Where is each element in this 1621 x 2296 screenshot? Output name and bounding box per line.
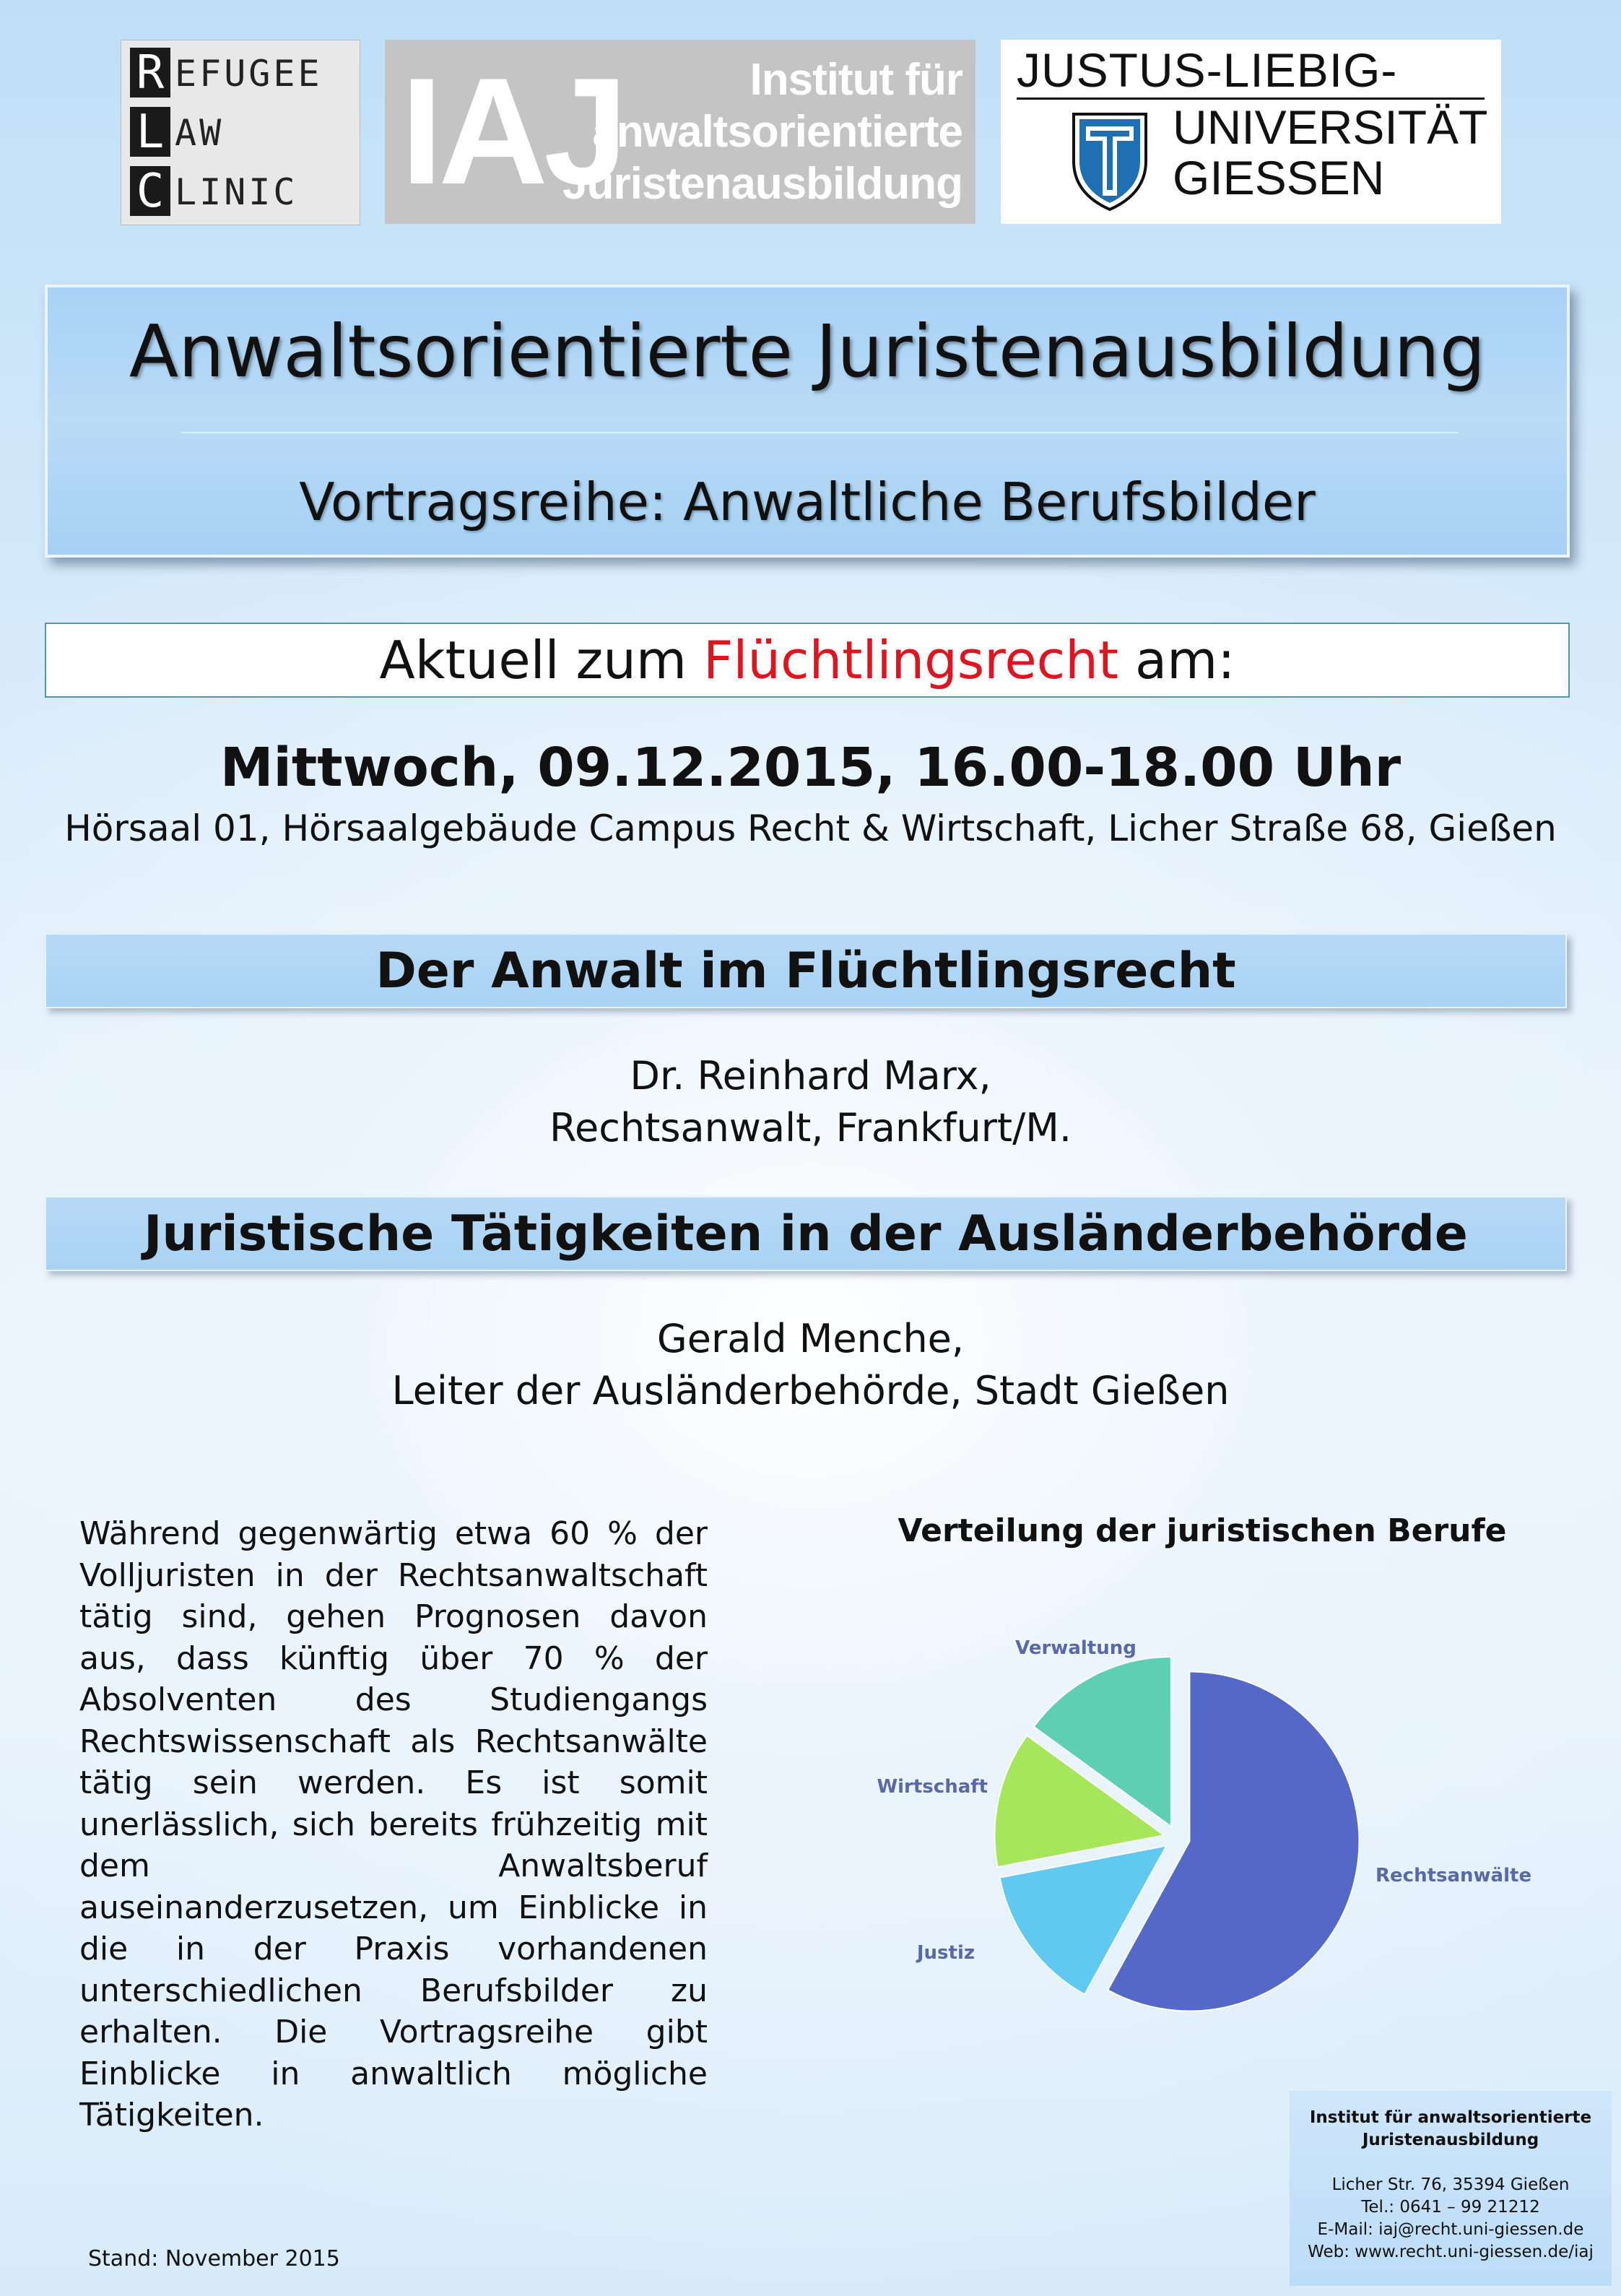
- rlc-word: LINIC: [175, 171, 298, 213]
- contact-address: Licher Str. 76, 35394 Gießen: [1331, 2175, 1570, 2194]
- jlu-giessen-logo: [1001, 40, 1501, 224]
- event-date: Mittwoch, 09.12.2015, 16.00-18.00 Uhr: [220, 737, 1401, 799]
- contact-phone: Tel.: 0641 – 99 21212: [1361, 2198, 1540, 2217]
- announcement-suffix: am:: [1118, 630, 1235, 690]
- talk-2-speaker: [0, 1313, 1621, 1417]
- contact-org-line-1: Institut für anwaltsorientierte: [1309, 2108, 1592, 2127]
- rlc-row-1: [130, 48, 323, 100]
- iaj-logo-line-2: anwaltsorientierte: [592, 107, 962, 157]
- refugee-law-clinic-logo: [121, 40, 360, 225]
- talk-2-speaker-name: Gerald Menche,: [656, 1316, 965, 1361]
- rlc-word: AW: [175, 112, 225, 154]
- footer-stand: Stand: November 2015: [88, 2246, 340, 2271]
- iaj-logo-letters: IAJ: [401, 46, 624, 216]
- talk-2-title-bar: [45, 1196, 1567, 1271]
- talk-2-speaker-role: Leiter der Ausländerbehörde, Stadt Gießen: [391, 1368, 1230, 1413]
- contact-email[interactable]: E-Mail: iaj@recht.uni-giessen.de: [1317, 2220, 1584, 2239]
- title-divider: [181, 432, 1459, 433]
- pie-chart: [838, 1589, 1560, 2037]
- iaj-logo-line-1: Institut für: [749, 55, 962, 105]
- talk-1-speaker: [0, 1050, 1621, 1154]
- description-paragraph: Während gegenwärtig etwa 60 % der Volljuristen in der Rechtsanwaltschaft tätig sind, gehen Prognosen davon aus, dass künftig über 70 % der Absolventen des Studiengangs Rechtswissenschaft als Rechtsanwälte tätig sein werden. Es ist somit unerlässlich, sich bereits frühzeitig mit dem Anwaltsberuf auseinanderzusetzen, um Einblicke in die in der Praxis vorhandenen unterschiedlichen Berufsbilder zu erhalten. Die Vortragsreihe gibt Einblicke in anwaltlich mögliche Tätigkeiten.: [79, 1515, 708, 2133]
- announcement-box: [45, 623, 1570, 698]
- announcement-prefix: Aktuell zum: [379, 630, 703, 690]
- talk-1-title-bar: [45, 933, 1567, 1008]
- chart-title: Verteilung der juristischen Berufe: [898, 1512, 1507, 1549]
- shield-icon: [1070, 111, 1150, 212]
- pie-label-verwaltung: Verwaltung: [1015, 1637, 1137, 1659]
- contact-org-line-2: Juristenausbildung: [1362, 2131, 1539, 2149]
- jlu-logo-name: [1173, 102, 1487, 203]
- page-subtitle: Vortragsreihe: Anwaltliche Berufsbilder: [299, 472, 1316, 532]
- rlc-letter: C: [130, 166, 170, 218]
- announcement-highlight: Flüchtlingsrecht: [703, 630, 1119, 690]
- iaj-logo-line-3: Juristenausbildung: [562, 159, 962, 209]
- rlc-letter: L: [130, 107, 170, 159]
- talk-1-title: Der Anwalt im Flüchtlingsrecht: [375, 942, 1236, 1000]
- event-location: Hörsaal 01, Hörsaalgebäude Campus Recht & Wirtschaft, Licher Straße 68, Gießen: [64, 807, 1557, 849]
- title-banner: [45, 285, 1570, 558]
- rlc-letter: R: [130, 48, 170, 100]
- iaj-logo: [385, 40, 975, 224]
- jlu-logo-rule: [1017, 98, 1485, 100]
- pie-label-rechtsanwälte: Rechtsanwälte: [1376, 1865, 1532, 1886]
- jlu-logo-line-2: UNIVERSITÄT: [1173, 100, 1488, 154]
- iaj-logo-text: [562, 54, 962, 210]
- jlu-logo-line-3: GIESSEN: [1173, 151, 1385, 204]
- rlc-row-3: [130, 166, 298, 218]
- contact-web[interactable]: Web: www.recht.uni-giessen.de/iaj: [1308, 2243, 1594, 2261]
- pie-label-justiz: Justiz: [916, 1942, 975, 1964]
- talk-1-speaker-name: Dr. Reinhard Marx,: [630, 1053, 991, 1099]
- talk-1-speaker-role: Rechtsanwalt, Frankfurt/M.: [549, 1105, 1072, 1151]
- rlc-word: EFUGEE: [175, 53, 323, 95]
- pie-label-wirtschaft: Wirtschaft: [877, 1776, 988, 1798]
- jlu-logo-top: JUSTUS-LIEBIG-: [1017, 43, 1398, 97]
- page-title: Anwaltsorientierte Juristenausbildung: [129, 309, 1486, 394]
- contact-box: [1290, 2091, 1612, 2286]
- rlc-row-2: [130, 107, 224, 159]
- talk-2-title: Juristische Tätigkeiten in der Ausländerbehörde: [144, 1205, 1468, 1262]
